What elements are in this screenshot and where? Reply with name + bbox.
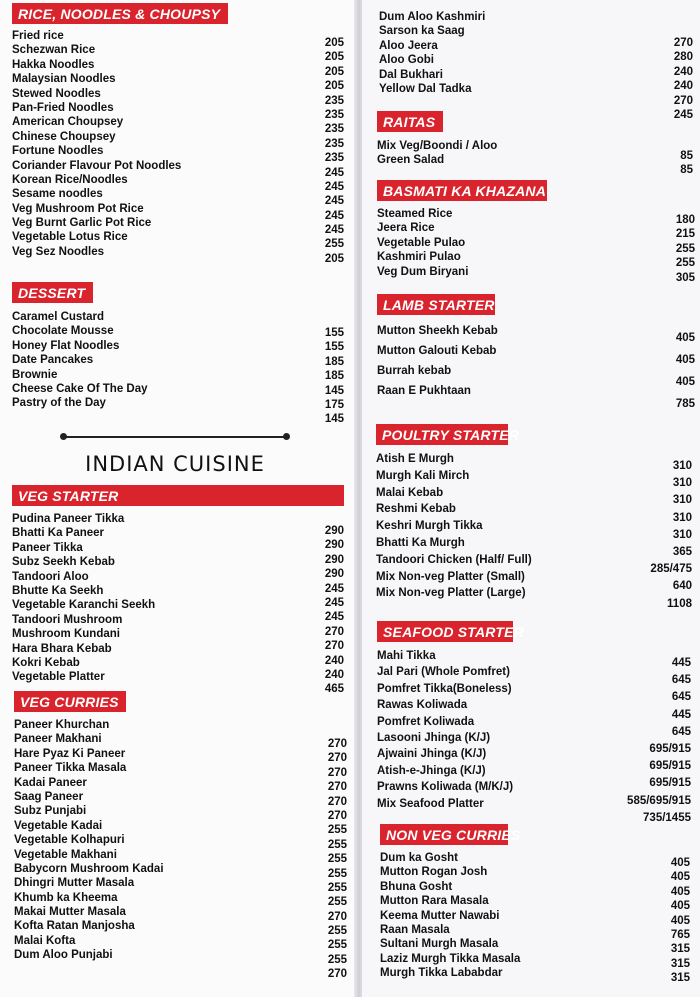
item-name: Aloo Jeera: [379, 39, 438, 52]
item-name: Vegetable Pulao: [377, 236, 466, 249]
item-price: 310: [672, 494, 692, 507]
rule-dot-right: [283, 433, 290, 440]
item-price: 240: [324, 668, 344, 681]
item-price: 585/695/915: [627, 794, 691, 807]
price-list: [674, 36, 693, 122]
item-price: 245: [324, 611, 344, 624]
item-name: Mix Non-veg Platter (Large): [376, 587, 526, 600]
item-price: 205: [324, 37, 344, 49]
price-list: [325, 36, 344, 266]
item-name: Murgh Kali Mirch: [376, 469, 470, 482]
item-price: 85: [680, 150, 693, 162]
section-lamb-starter: [377, 294, 695, 410]
item-name: Mutton Sheekh Kebab: [377, 325, 498, 337]
item-price: 405: [675, 376, 695, 388]
item-name: Murgh Tikka Lababdar: [380, 967, 503, 980]
item-name: Mix Seafood Platter: [377, 797, 484, 810]
item-name: Khumb ka Kheema: [14, 891, 118, 904]
item-price: 255: [675, 242, 695, 255]
item-price: 270: [327, 968, 347, 981]
item-name: Keshri Murgh Tikka: [376, 520, 483, 533]
item-name: Paneer Khurchan: [14, 719, 110, 731]
item-price: 405: [670, 914, 690, 927]
item-name: Vegetable Makhani: [14, 848, 117, 861]
item-name: Kokri Kebab: [12, 656, 80, 669]
section-title: POULTRY STARTER: [376, 424, 508, 445]
section-title: RAITAS: [377, 111, 443, 132]
item-price: 315: [670, 943, 690, 956]
item-price: 235: [324, 108, 344, 121]
item-name: Hara Bhara Kebab: [12, 642, 112, 655]
item-price: 155: [324, 327, 344, 339]
item-name: Jal Pari (Whole Pomfret): [377, 666, 510, 679]
item-name: Vegetable Karanchi Seekh: [12, 599, 156, 612]
item-price: 205: [324, 51, 344, 64]
item-price: 645: [671, 725, 691, 738]
item-name: Jeera Rice: [377, 222, 435, 235]
section-title: VEG CURRIES: [14, 691, 126, 712]
item-name: Keema Mutter Nawabi: [380, 909, 500, 922]
item-name: Paneer Makhani: [14, 733, 102, 746]
item-name: Atish-e-Jhinga (K/J): [377, 764, 486, 777]
item-price: 270: [327, 795, 347, 808]
item-name: Stewed Noodles: [12, 87, 101, 100]
item-name: Dhingri Mutter Masala: [14, 877, 135, 890]
section-title: VEG STARTER: [12, 485, 344, 506]
item-price: 785: [675, 398, 695, 410]
item-name: Burrah kebab: [377, 365, 452, 377]
price-list: [325, 524, 344, 697]
item-price: 240: [324, 654, 344, 667]
item-name: Chocolate Mousse: [12, 325, 114, 338]
item-price: 205: [324, 252, 344, 265]
item-name: Mix Non-veg Platter (Small): [376, 570, 525, 583]
item-price: 235: [324, 123, 344, 136]
price-list: [680, 149, 693, 178]
item-price: 215: [675, 228, 695, 241]
item-price: 255: [324, 238, 344, 251]
section-title: BASMATI KA KHAZANA: [377, 180, 547, 201]
heading-rule: [64, 436, 286, 438]
item-price: 235: [324, 137, 344, 150]
item-name: Raan E Pukhtaan: [377, 385, 471, 397]
item-name: Bhatti Ka Paneer: [12, 527, 105, 540]
menu-page-right: [362, 0, 700, 997]
item-name: Schezwan Rice: [12, 44, 96, 57]
item-name: Brownie: [12, 368, 58, 381]
item-name: Dum Aloo Punjabi: [14, 949, 113, 962]
item-name: Hare Pyaz Ki Paneer: [14, 747, 126, 760]
item-price: 405: [670, 871, 690, 884]
item-price: 255: [327, 881, 347, 894]
section-poultry-starter: [376, 424, 692, 610]
item-name: Malai Kofta: [14, 934, 76, 947]
item-price: 255: [327, 925, 347, 938]
item-price: 405: [670, 857, 690, 869]
item-name: Dum ka Gosht: [380, 852, 458, 864]
item-name: Pan-Fried Noodles: [12, 101, 114, 114]
item-name: Vegetable Kadai: [14, 819, 103, 832]
item-price: 235: [324, 94, 344, 107]
section-title: SEAFOOD STARTER: [377, 621, 513, 642]
item-price: 735/1455: [643, 811, 691, 824]
item-list: [12, 310, 344, 411]
indian-cuisine-title: INDIAN CUISINE: [85, 452, 265, 476]
item-price: 270: [327, 766, 347, 779]
item-name: Fortune Noodles: [12, 145, 104, 158]
item-price: 310: [672, 477, 692, 490]
item-price: 270: [327, 738, 347, 750]
item-price: 255: [327, 824, 347, 837]
item-price: 245: [673, 108, 693, 121]
item-name: Malai Kebab: [376, 486, 444, 499]
item-name: Kofta Ratan Manjosha: [14, 920, 135, 933]
item-name: Mutton Rogan Josh: [380, 866, 488, 879]
item-price: 695/915: [649, 742, 691, 755]
item-price: 270: [324, 640, 344, 653]
item-price: 270: [327, 809, 347, 822]
item-price: 240: [673, 65, 693, 78]
item-price: 155: [324, 341, 344, 354]
item-name: Caramel Custard: [12, 311, 105, 323]
section-title: DESSERT: [12, 282, 93, 303]
item-price: 240: [673, 80, 693, 93]
item-name: Pomfret Koliwada: [377, 715, 475, 728]
item-price: 245: [324, 195, 344, 208]
section-title: NON VEG CURRIES: [380, 824, 508, 845]
item-name: Paneer Tikka: [12, 541, 83, 554]
item-price: 255: [327, 838, 347, 851]
item-price: 245: [324, 224, 344, 237]
item-name: Sultani Murgh Masala: [380, 938, 499, 951]
price-list: [325, 326, 344, 427]
item-list: [379, 10, 693, 96]
item-name: Green Salad: [377, 154, 445, 167]
item-price: 315: [670, 972, 690, 985]
item-name: Saag Paneer: [14, 790, 84, 803]
item-price: 245: [324, 582, 344, 595]
item-name: Ajwaini Jhinga (K/J): [377, 748, 487, 761]
item-price: 365: [672, 545, 692, 558]
item-name: Subz Seekh Kebab: [12, 556, 115, 569]
item-name: Reshmi Kebab: [376, 503, 456, 516]
item-name: Bhatti Ka Murgh: [376, 536, 465, 549]
section-title: LAMB STARTER: [377, 294, 495, 315]
item-name: Sesame noodles: [12, 188, 103, 201]
item-name: Vegetable Kolhapuri: [14, 834, 125, 847]
section-seafood-starter: [377, 621, 691, 824]
item-price: 145: [324, 384, 344, 397]
item-name: Tandoori Aloo: [12, 570, 89, 583]
section-basmati: [377, 180, 695, 284]
item-name: Cheese Cake Of The Day: [12, 382, 148, 395]
item-name: Laziz Murgh Tikka Masala: [380, 952, 521, 965]
item-price: 255: [675, 257, 695, 270]
item-name: Paneer Tikka Masala: [14, 762, 127, 775]
price-list: [650, 458, 692, 613]
item-name: Vegetable Lotus Rice: [12, 231, 128, 244]
item-price: 145: [324, 413, 344, 426]
item-name: Vegetable Platter: [12, 671, 105, 684]
item-price: 255: [327, 853, 347, 866]
item-price: 310: [672, 460, 692, 472]
item-price: 185: [324, 355, 344, 368]
item-list: [377, 139, 693, 168]
item-price: 445: [671, 657, 691, 669]
item-name: Veg Burnt Garlic Pot Rice: [12, 217, 152, 230]
section-dal-curries: [379, 10, 693, 121]
item-price: 270: [327, 752, 347, 765]
item-price: 290: [324, 553, 344, 566]
item-name: Chinese Choupsey: [12, 130, 116, 143]
section-rice-noodles: [12, 3, 344, 265]
item-name: Aloo Gobi: [379, 54, 434, 67]
item-price: 270: [327, 781, 347, 794]
section-veg-starter: [12, 485, 344, 696]
section-veg-curries: [14, 691, 347, 981]
price-list: [676, 327, 695, 415]
item-name: Yellow Dal Tadka: [379, 82, 472, 95]
price-list: [627, 655, 691, 827]
item-name: Tandoori Chicken (Half/ Full): [376, 553, 532, 566]
item-name: Sarson ka Saag: [379, 25, 465, 38]
item-name: Mushroom Kundani: [12, 628, 120, 641]
item-price: 255: [327, 896, 347, 909]
item-name: Veg Mushroom Pot Rice: [12, 202, 144, 215]
item-name: Tandoori Mushroom: [12, 613, 123, 626]
item-price: 310: [672, 528, 692, 541]
price-list: [671, 856, 690, 986]
item-name: Malaysian Noodles: [12, 73, 116, 86]
item-price: 695/915: [649, 777, 691, 790]
item-price: 765: [670, 928, 690, 941]
item-price: 180: [675, 214, 695, 226]
item-name: Bhutte Ka Seekh: [12, 584, 104, 597]
item-name: Korean Rice/Noodles: [12, 173, 128, 186]
section-non-veg-curries: [380, 824, 690, 985]
item-price: 270: [673, 37, 693, 49]
item-price: 405: [670, 885, 690, 898]
item-price: 255: [327, 867, 347, 880]
item-price: 85: [680, 164, 693, 177]
item-price: 405: [675, 354, 695, 366]
item-name: Raan Masala: [380, 923, 450, 936]
item-name: Coriander Flavour Pot Noodles: [12, 159, 182, 172]
item-price: 245: [324, 596, 344, 609]
item-name: Kashmiri Pulao: [377, 251, 461, 264]
item-name: Hakka Noodles: [12, 58, 95, 71]
item-price: 255: [327, 939, 347, 952]
item-name: Babycorn Mushroom Kadai: [14, 862, 164, 875]
item-price: 315: [670, 957, 690, 970]
item-list: [380, 851, 690, 981]
item-price: 290: [324, 539, 344, 552]
item-price: 645: [671, 691, 691, 704]
item-price: 290: [324, 568, 344, 581]
indian-cuisine-heading: [60, 432, 290, 482]
rule-dot-left: [60, 433, 67, 440]
item-list: [14, 718, 347, 963]
item-price: 405: [675, 332, 695, 344]
item-name: Pomfret Tikka(Boneless): [377, 682, 512, 695]
section-title: RICE, NOODLES & CHOUPSY: [12, 3, 228, 24]
item-name: Fried rice: [12, 30, 64, 42]
item-name: Steamed Rice: [377, 208, 453, 220]
item-price: 185: [324, 370, 344, 383]
item-price: 175: [324, 398, 344, 411]
item-name: Rawas Koliwada: [377, 699, 468, 712]
item-name: Mix Veg/Boondi / Aloo: [377, 140, 498, 152]
item-price: 305: [675, 271, 695, 284]
item-list: [12, 512, 344, 685]
item-price: 285/475: [650, 563, 692, 576]
item-list: [377, 321, 695, 401]
item-name: Mahi Tikka: [377, 650, 436, 662]
item-list: [12, 29, 344, 259]
item-name: Makai Mutter Masala: [14, 906, 126, 919]
item-price: 445: [671, 708, 691, 721]
item-name: Bhuna Gosht: [380, 880, 453, 893]
item-list: [376, 451, 692, 602]
item-name: Lasooni Jhinga (K/J): [377, 731, 491, 744]
item-name: Dum Aloo Kashmiri: [379, 11, 486, 23]
item-name: Veg Dum Biryani: [377, 265, 469, 278]
item-price: 270: [327, 910, 347, 923]
item-name: Pastry of the Day: [12, 397, 106, 410]
item-name: Mutton Rara Masala: [380, 895, 489, 908]
item-price: 1108: [667, 597, 692, 610]
item-price: 255: [327, 953, 347, 966]
item-price: 245: [324, 209, 344, 222]
section-raitas: [377, 111, 693, 177]
price-list: [676, 213, 695, 285]
item-name: Subz Punjabi: [14, 805, 87, 818]
item-price: 235: [324, 152, 344, 165]
item-price: 405: [670, 900, 690, 913]
item-price: 310: [672, 511, 692, 524]
item-price: 465: [324, 683, 344, 696]
item-price: 205: [324, 65, 344, 78]
item-price: 645: [671, 674, 691, 687]
item-name: Prawns Koliwada (M/K/J): [377, 781, 514, 794]
item-list: [377, 207, 695, 279]
item-name: Kadai Paneer: [14, 776, 87, 789]
item-price: 695/915: [649, 760, 691, 773]
item-price: 205: [324, 80, 344, 93]
item-name: Mutton Galouti Kebab: [377, 345, 497, 357]
item-price: 290: [324, 525, 344, 537]
item-price: 270: [324, 625, 344, 638]
item-price: 245: [324, 180, 344, 193]
price-list: [328, 737, 347, 982]
item-name: Pudina Paneer Tikka: [12, 513, 125, 525]
item-name: Date Pancakes: [12, 354, 94, 367]
section-dessert: [12, 282, 344, 426]
item-price: 270: [673, 94, 693, 107]
item-name: Dal Bukhari: [379, 68, 443, 81]
item-name: American Choupsey: [12, 116, 124, 129]
item-name: Atish E Murgh: [376, 453, 454, 465]
item-name: Veg Sez Noodles: [12, 245, 105, 258]
item-price: 280: [673, 51, 693, 64]
item-price: 245: [324, 166, 344, 179]
item-name: Honey Flat Noodles: [12, 339, 120, 352]
item-price: 640: [672, 580, 692, 593]
